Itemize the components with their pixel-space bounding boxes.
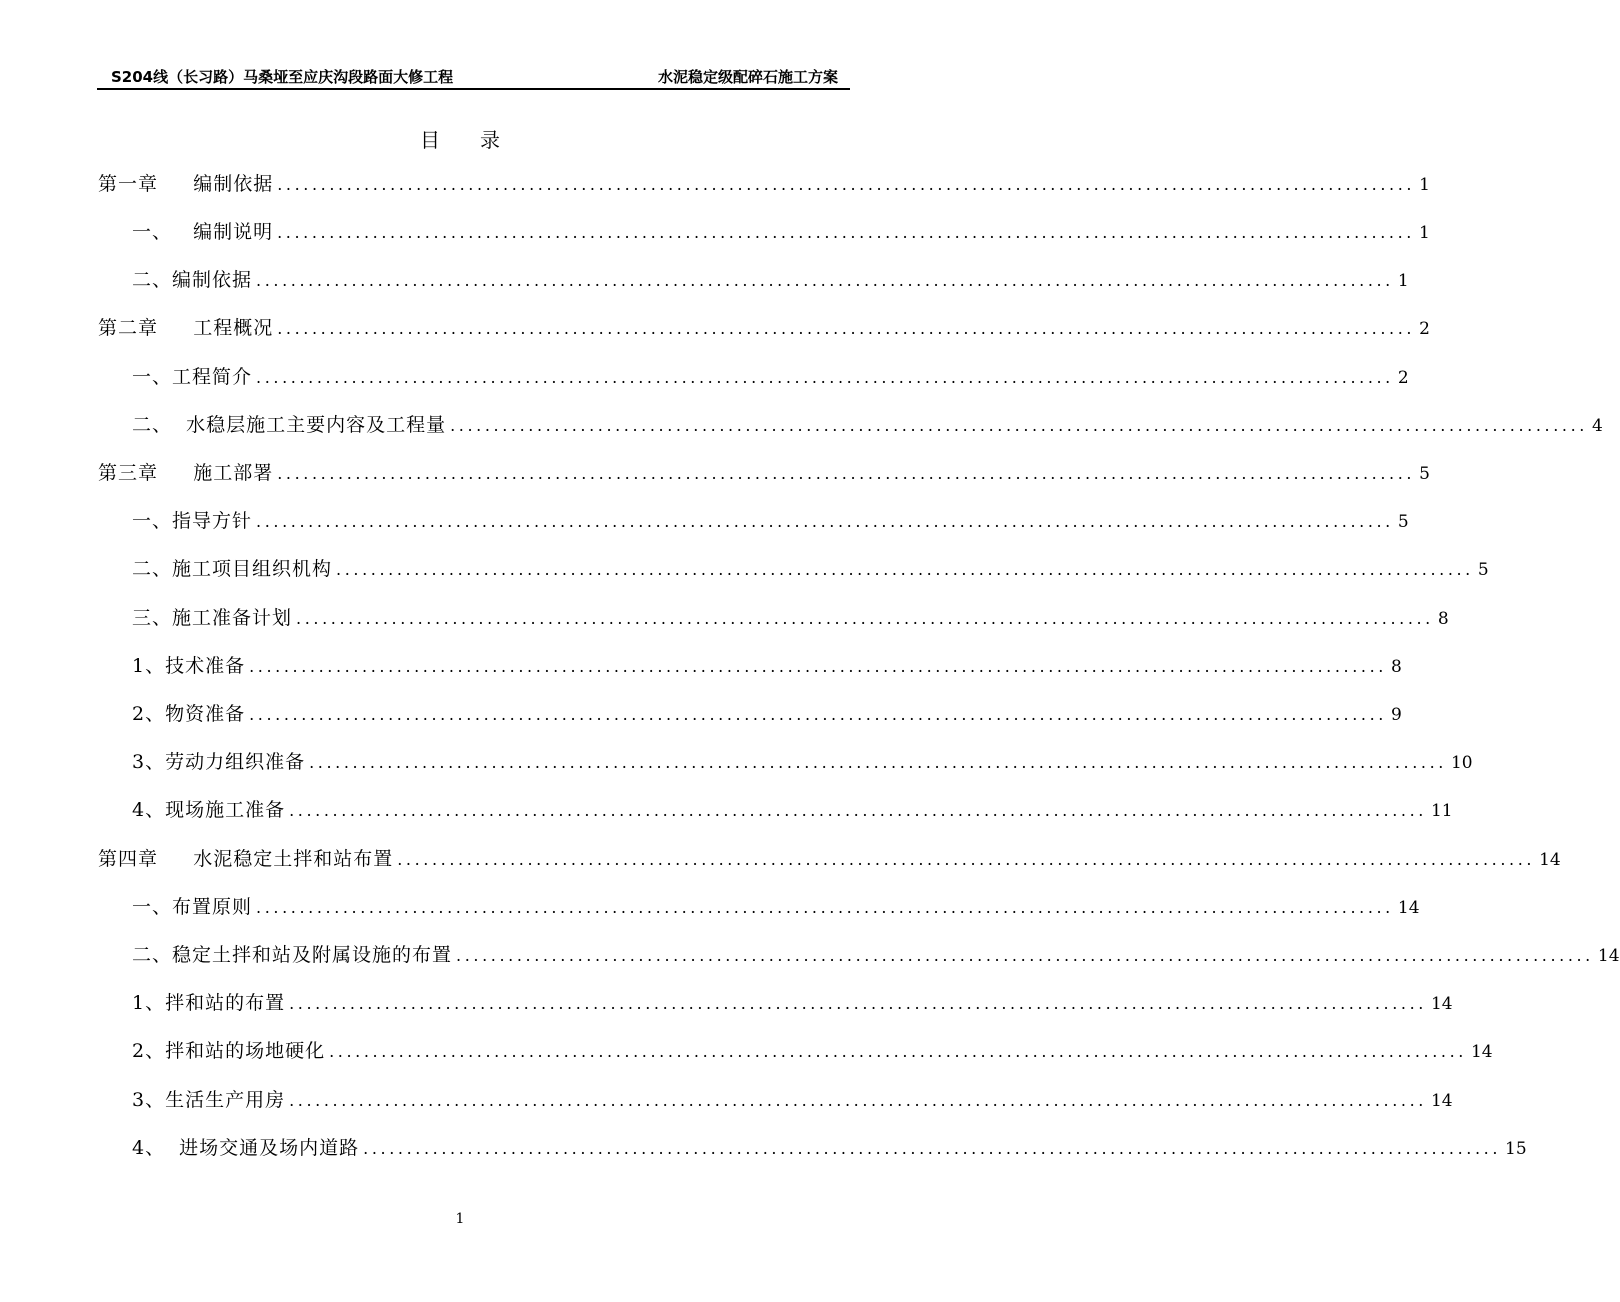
toc-entry-label: 第三章 施工部署	[98, 462, 274, 484]
toc-entry-label: 4、 进场交通及场内道路	[132, 1137, 360, 1159]
toc-entry-page: 1	[1397, 271, 1409, 291]
toc-title: 目录	[420, 128, 540, 152]
toc-dot-leader: ...................................................................................................................................	[336, 560, 1474, 579]
toc-dot-leader: ...................................................................................................................................	[277, 464, 1416, 483]
toc-entry[interactable]	[98, 553, 1489, 585]
toc-entry[interactable]	[98, 650, 1402, 682]
toc-dot-leader: ...................................................................................................................................	[289, 801, 1427, 820]
toc-dot-leader: ...................................................................................................................................	[256, 368, 1394, 387]
page-number: 1	[455, 1211, 465, 1227]
toc-entry-label: 一、工程简介	[132, 366, 253, 388]
toc-entry-page: 14	[1430, 994, 1453, 1014]
toc-entry[interactable]	[98, 891, 1420, 923]
toc-entry[interactable]	[98, 1035, 1493, 1067]
toc-entry[interactable]	[98, 698, 1402, 730]
toc-entry-page: 5	[1419, 464, 1430, 484]
toc-entry-label: 1、技术准备	[132, 655, 246, 677]
toc-entry[interactable]	[98, 264, 1409, 296]
toc-entry[interactable]	[98, 1084, 1453, 1116]
toc-entry-page: 14	[1597, 946, 1620, 966]
toc-entry-page: 5	[1397, 512, 1409, 532]
toc-dot-leader: ...................................................................................................................................	[256, 512, 1394, 531]
header-project-title: S204线（长习路）马桑垭至应庆沟段路面大修工程	[111, 68, 454, 86]
toc-entry-label: 2、物资准备	[132, 703, 246, 725]
toc-entry-page: 14	[1470, 1042, 1493, 1062]
toc-entry[interactable]	[98, 794, 1453, 826]
toc-entry-label: 第二章 工程概况	[98, 317, 274, 339]
toc-dot-leader: ...................................................................................................................................	[277, 175, 1416, 194]
toc-entry-label: 二、稳定土拌和站及附属设施的布置	[132, 944, 453, 966]
toc-dot-leader: ...................................................................................................................................	[363, 1139, 1502, 1158]
toc-entry[interactable]	[98, 1132, 1527, 1164]
toc-entry[interactable]	[98, 843, 1561, 875]
toc-entry[interactable]	[98, 361, 1409, 393]
toc-entry-label: 二、施工项目组织机构	[132, 558, 333, 580]
header-document-title: 水泥稳定级配碎石施工方案	[657, 68, 838, 86]
toc-entry-page: 15	[1505, 1139, 1527, 1159]
toc-entry-page: 10	[1450, 753, 1473, 773]
toc-entry[interactable]	[98, 505, 1409, 537]
toc-dot-leader: ...................................................................................................................................	[397, 850, 1536, 869]
toc-dot-leader: ...................................................................................................................................	[329, 1042, 1467, 1061]
toc-entry-page: 14	[1539, 850, 1561, 870]
toc-entry-label: 1、拌和站的布置	[132, 992, 286, 1014]
toc-dot-leader: ...................................................................................................................................	[277, 223, 1415, 242]
toc-entry[interactable]	[98, 746, 1473, 778]
toc-dot-leader: ...................................................................................................................................	[256, 898, 1394, 917]
toc-entry[interactable]	[98, 987, 1453, 1019]
toc-entry-page: 2	[1397, 368, 1409, 388]
toc-dot-leader: ...................................................................................................................................	[277, 319, 1416, 338]
toc-dot-leader: ...................................................................................................................................	[450, 416, 1588, 435]
toc-entry-page: 2	[1419, 319, 1430, 339]
toc-dot-leader: ...................................................................................................................................	[249, 657, 1387, 676]
toc-dot-leader: ...................................................................................................................................	[309, 753, 1447, 772]
toc-entry-page: 8	[1437, 609, 1449, 629]
toc-entry-page: 14	[1430, 1091, 1453, 1111]
toc-entry-page: 1	[1419, 175, 1430, 195]
page-header	[97, 64, 850, 90]
toc-entry-label: 一、布置原则	[132, 896, 253, 918]
toc-entry-label: 一、 编制说明	[132, 221, 274, 243]
toc-entry-label: 3、劳动力组织准备	[132, 751, 306, 773]
toc-dot-leader: ...................................................................................................................................	[249, 705, 1387, 724]
toc-entry-label: 2、拌和站的场地硬化	[132, 1040, 326, 1062]
toc-entry-page: 9	[1390, 705, 1402, 725]
toc-entry-label: 一、指导方针	[132, 510, 253, 532]
toc-entry-page: 1	[1418, 223, 1430, 243]
toc-entry-page: 14	[1397, 898, 1420, 918]
toc-dot-leader: ...................................................................................................................................	[456, 946, 1594, 965]
toc-entry-label: 二、编制依据	[132, 269, 253, 291]
toc-entry-label: 4、现场施工准备	[132, 799, 286, 821]
toc-entry-label: 3、生活生产用房	[132, 1089, 286, 1111]
toc-entry-page: 11	[1430, 801, 1453, 821]
toc-entry-label: 第四章 水泥稳定土拌和站布置	[98, 848, 394, 870]
toc-entry[interactable]	[98, 602, 1449, 634]
toc-entry-page: 4	[1591, 416, 1603, 436]
toc-dot-leader: ...................................................................................................................................	[289, 994, 1427, 1013]
toc-entry[interactable]	[98, 457, 1430, 489]
toc-entry[interactable]	[98, 939, 1620, 971]
toc-entry-label: 二、 水稳层施工主要内容及工程量	[132, 414, 447, 436]
toc-entry[interactable]	[98, 168, 1430, 200]
toc-entry[interactable]	[98, 216, 1430, 248]
toc-entry-label: 第一章 编制依据	[98, 173, 274, 195]
toc-entry-page: 8	[1390, 657, 1402, 677]
toc-dot-leader: ...................................................................................................................................	[256, 271, 1394, 290]
toc-dot-leader: ...................................................................................................................................	[289, 1091, 1427, 1110]
toc-entry-page: 5	[1477, 560, 1489, 580]
toc-entry[interactable]	[98, 312, 1430, 344]
toc-dot-leader: ...................................................................................................................................	[296, 609, 1434, 628]
toc-entry-label: 三、施工准备计划	[132, 607, 293, 629]
toc-entry[interactable]	[98, 409, 1603, 441]
